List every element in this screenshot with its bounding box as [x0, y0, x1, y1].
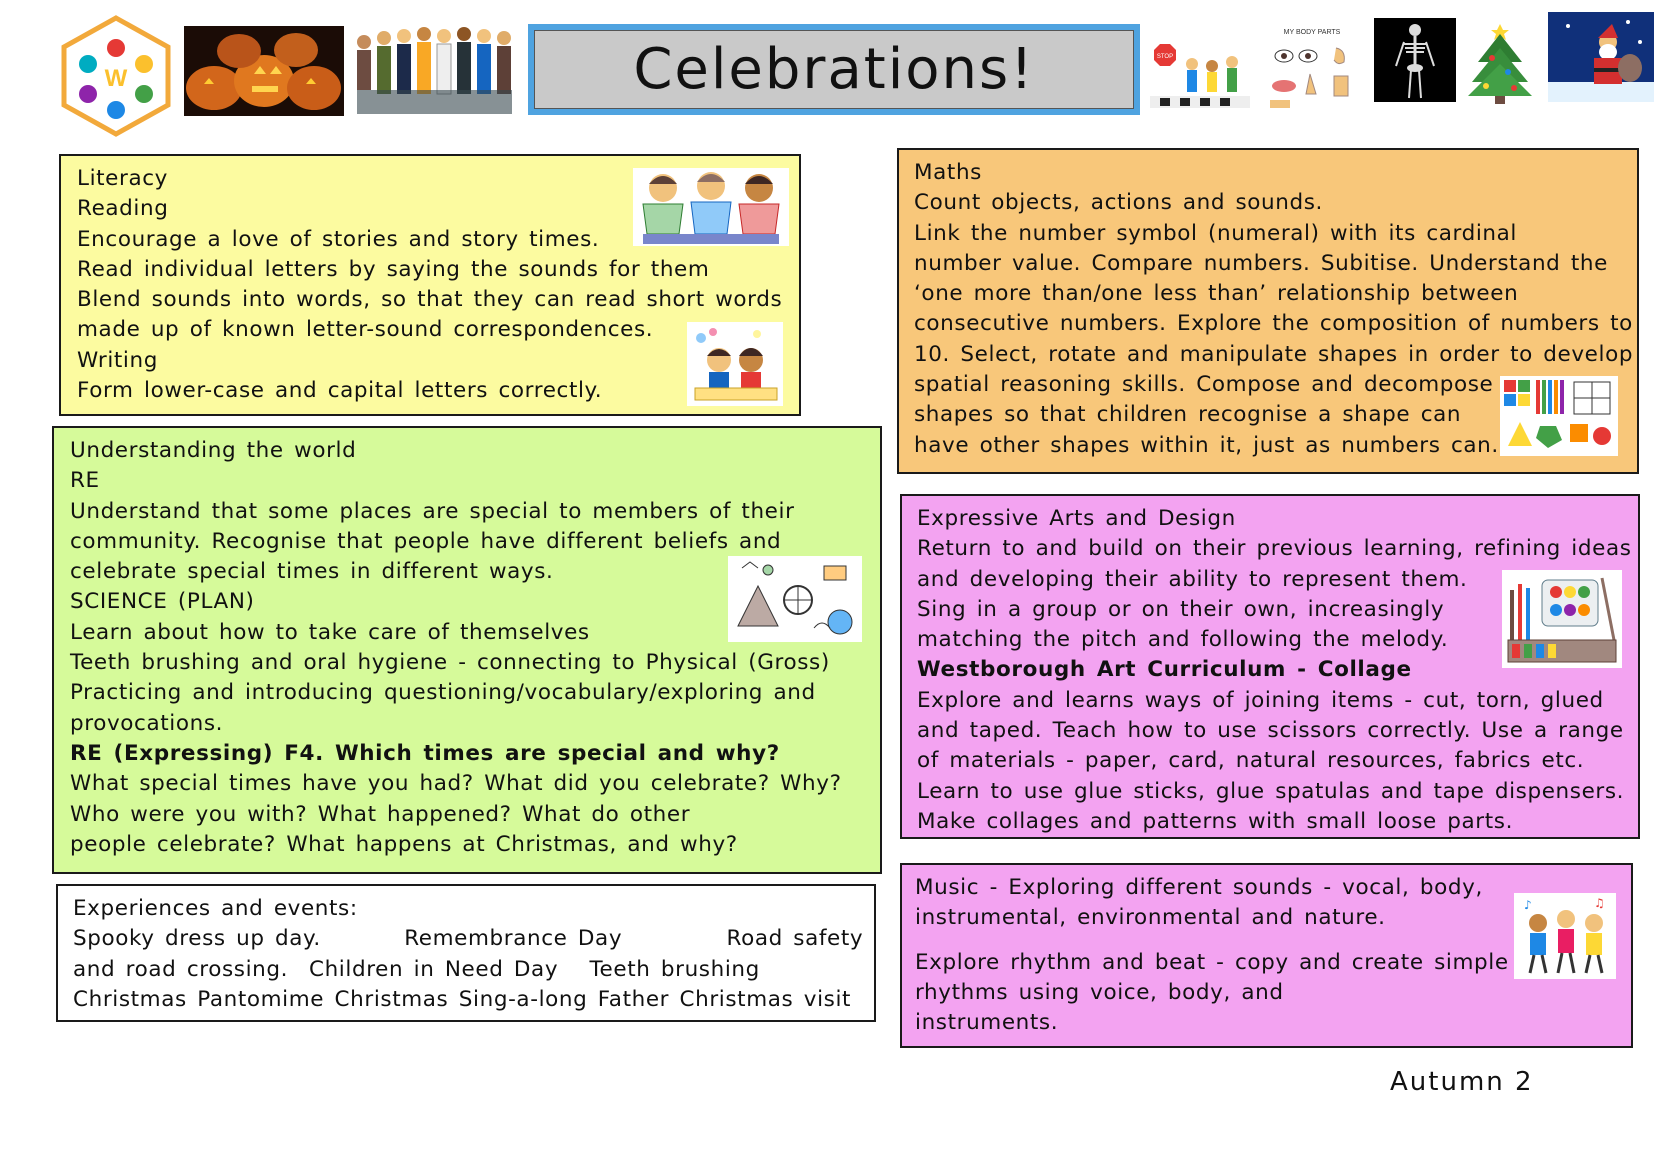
text-line: Practicing and introducing questioning/vocabulary/exploring and — [70, 680, 816, 706]
text-line: rhythms using voice, body, and — [915, 979, 1284, 1005]
text-line: consecutive numbers. Explore the composition of numbers to — [914, 311, 1633, 337]
text-line: Teeth brushing and oral hygiene - connecting to Physical (Gross) — [70, 650, 830, 676]
text-line: instruments. — [915, 1010, 1059, 1036]
text-line: Sing in a group or on their own, increasingly — [917, 596, 1445, 622]
text-line: of materials - paper, card, natural resources, fabrics etc. — [917, 748, 1585, 774]
text-line: Blend sounds into words, so that they can read short words — [77, 287, 783, 313]
text-line: Explore and learns ways of joining items - cut, torn, glued — [917, 687, 1604, 713]
father-christmas-image — [1548, 12, 1654, 102]
skeleton-image — [1374, 18, 1456, 102]
re-expressing-heading: RE (Expressing) F4. Which times are special and why? — [70, 740, 780, 766]
text-line: What special times have you had? What did you celebrate? Why? — [70, 771, 842, 797]
svg-text:MY BODY PARTS: MY BODY PARTS — [1283, 29, 1341, 36]
text-line: Encourage a love of stories and story times. — [77, 226, 600, 252]
text-line: Count objects, actions and sounds. — [914, 190, 1323, 216]
people-who-help-us-image — [352, 20, 522, 118]
children-dancing-image — [1514, 893, 1616, 979]
text-line: spatial reasoning skills. Compose and decompose — [914, 372, 1494, 398]
text-line: 10. Select, rotate and manipulate shapes in order to develop — [914, 341, 1634, 367]
text-line: Learn to use glue sticks, glue spatulas and tape dispensers. — [917, 778, 1625, 804]
road-safety-image — [1150, 40, 1250, 112]
children-writing-image — [687, 322, 783, 406]
text-line: celebrate special times in different ways. — [70, 559, 554, 585]
events-heading: Experiences and events: — [73, 896, 358, 921]
text-line: Christmas Pantomime Christmas Sing-a-long Father Christmas visit — [73, 986, 852, 1012]
text-line: Link the number symbol (numeral) with its cardinal — [914, 220, 1517, 246]
text-line: number value. Compare numbers. Subitise. Understand the — [914, 250, 1608, 276]
music-heading: Music - Exploring different sounds - vocal, body, — [915, 875, 1483, 900]
text-line: made up of known letter-sound correspondences. — [77, 317, 654, 343]
text-line: have other shapes within it, just as numbers can. — [914, 432, 1499, 458]
svg-text:♪: ♪ — [1524, 898, 1532, 912]
text-line: and road crossing. Children in Need Day Teeth brushing — [73, 956, 760, 982]
writing-heading: Writing — [77, 347, 158, 373]
art-supplies-image — [1502, 570, 1622, 668]
page-title: Celebrations! — [534, 30, 1134, 109]
text-line: Understand that some places are special to members of their — [70, 498, 795, 524]
understanding-world-panel — [52, 426, 882, 874]
text-line: ‘one more than/one less than’ relationship between — [914, 281, 1519, 307]
term-label: Autumn 2 — [1390, 1067, 1534, 1097]
text-line: Make collages and patterns with small loose parts. — [917, 808, 1514, 834]
svg-text:♫: ♫ — [1594, 896, 1605, 910]
text-line: provocations. — [70, 710, 224, 736]
text-line: Who were you with? What happened? What do other — [70, 801, 691, 827]
arts-heading: Expressive Arts and Design — [917, 506, 1236, 531]
text-line: Return to and build on their previous learning, refining ideas — [917, 536, 1632, 562]
world-heading: Understanding the world — [70, 438, 357, 463]
text-line: Form lower-case and capital letters correctly. — [77, 378, 603, 404]
svg-text:STOP: STOP — [1156, 54, 1174, 60]
svg-text:W: W — [104, 65, 128, 92]
text-line: matching the pitch and following the melody. — [917, 627, 1449, 653]
text-line: Spooky dress up day. Remembrance Day Road safety — [73, 926, 864, 952]
body-parts-image — [1262, 24, 1362, 112]
text-line: and developing their ability to represent them. — [917, 566, 1468, 592]
christmas-tree-image — [1464, 20, 1536, 104]
pumpkins-image — [184, 26, 344, 116]
school-logo — [58, 14, 174, 138]
experiences-events-panel — [56, 884, 876, 1022]
art-curriculum-heading: Westborough Art Curriculum - Collage — [917, 657, 1412, 683]
literacy-heading: Literacy — [77, 166, 168, 191]
title-banner — [528, 24, 1140, 115]
world-doodles-image — [728, 556, 862, 642]
science-heading: SCIENCE (PLAN) — [70, 589, 255, 615]
text-line: shapes so that children recognise a shape can — [914, 402, 1462, 428]
maths-manipulatives-image — [1500, 376, 1618, 456]
children-reading-image — [633, 168, 789, 246]
text-line: people celebrate? What happens at Christmas, and why? — [70, 831, 738, 857]
maths-heading: Maths — [914, 160, 982, 185]
reading-heading: Reading — [77, 196, 169, 222]
text-line: Read individual letters by saying the sounds for them — [77, 256, 710, 282]
text-line: and taped. Teach how to use scissors correctly. Use a range — [917, 718, 1624, 744]
text-line: Learn about how to take care of themselves — [70, 619, 590, 645]
text-line: Explore rhythm and beat - copy and create simple — [915, 949, 1509, 975]
text-line: community. Recognise that people have different beliefs and — [70, 528, 782, 554]
re-heading: RE — [70, 468, 100, 494]
text-line: instrumental, environmental and nature. — [915, 905, 1386, 931]
